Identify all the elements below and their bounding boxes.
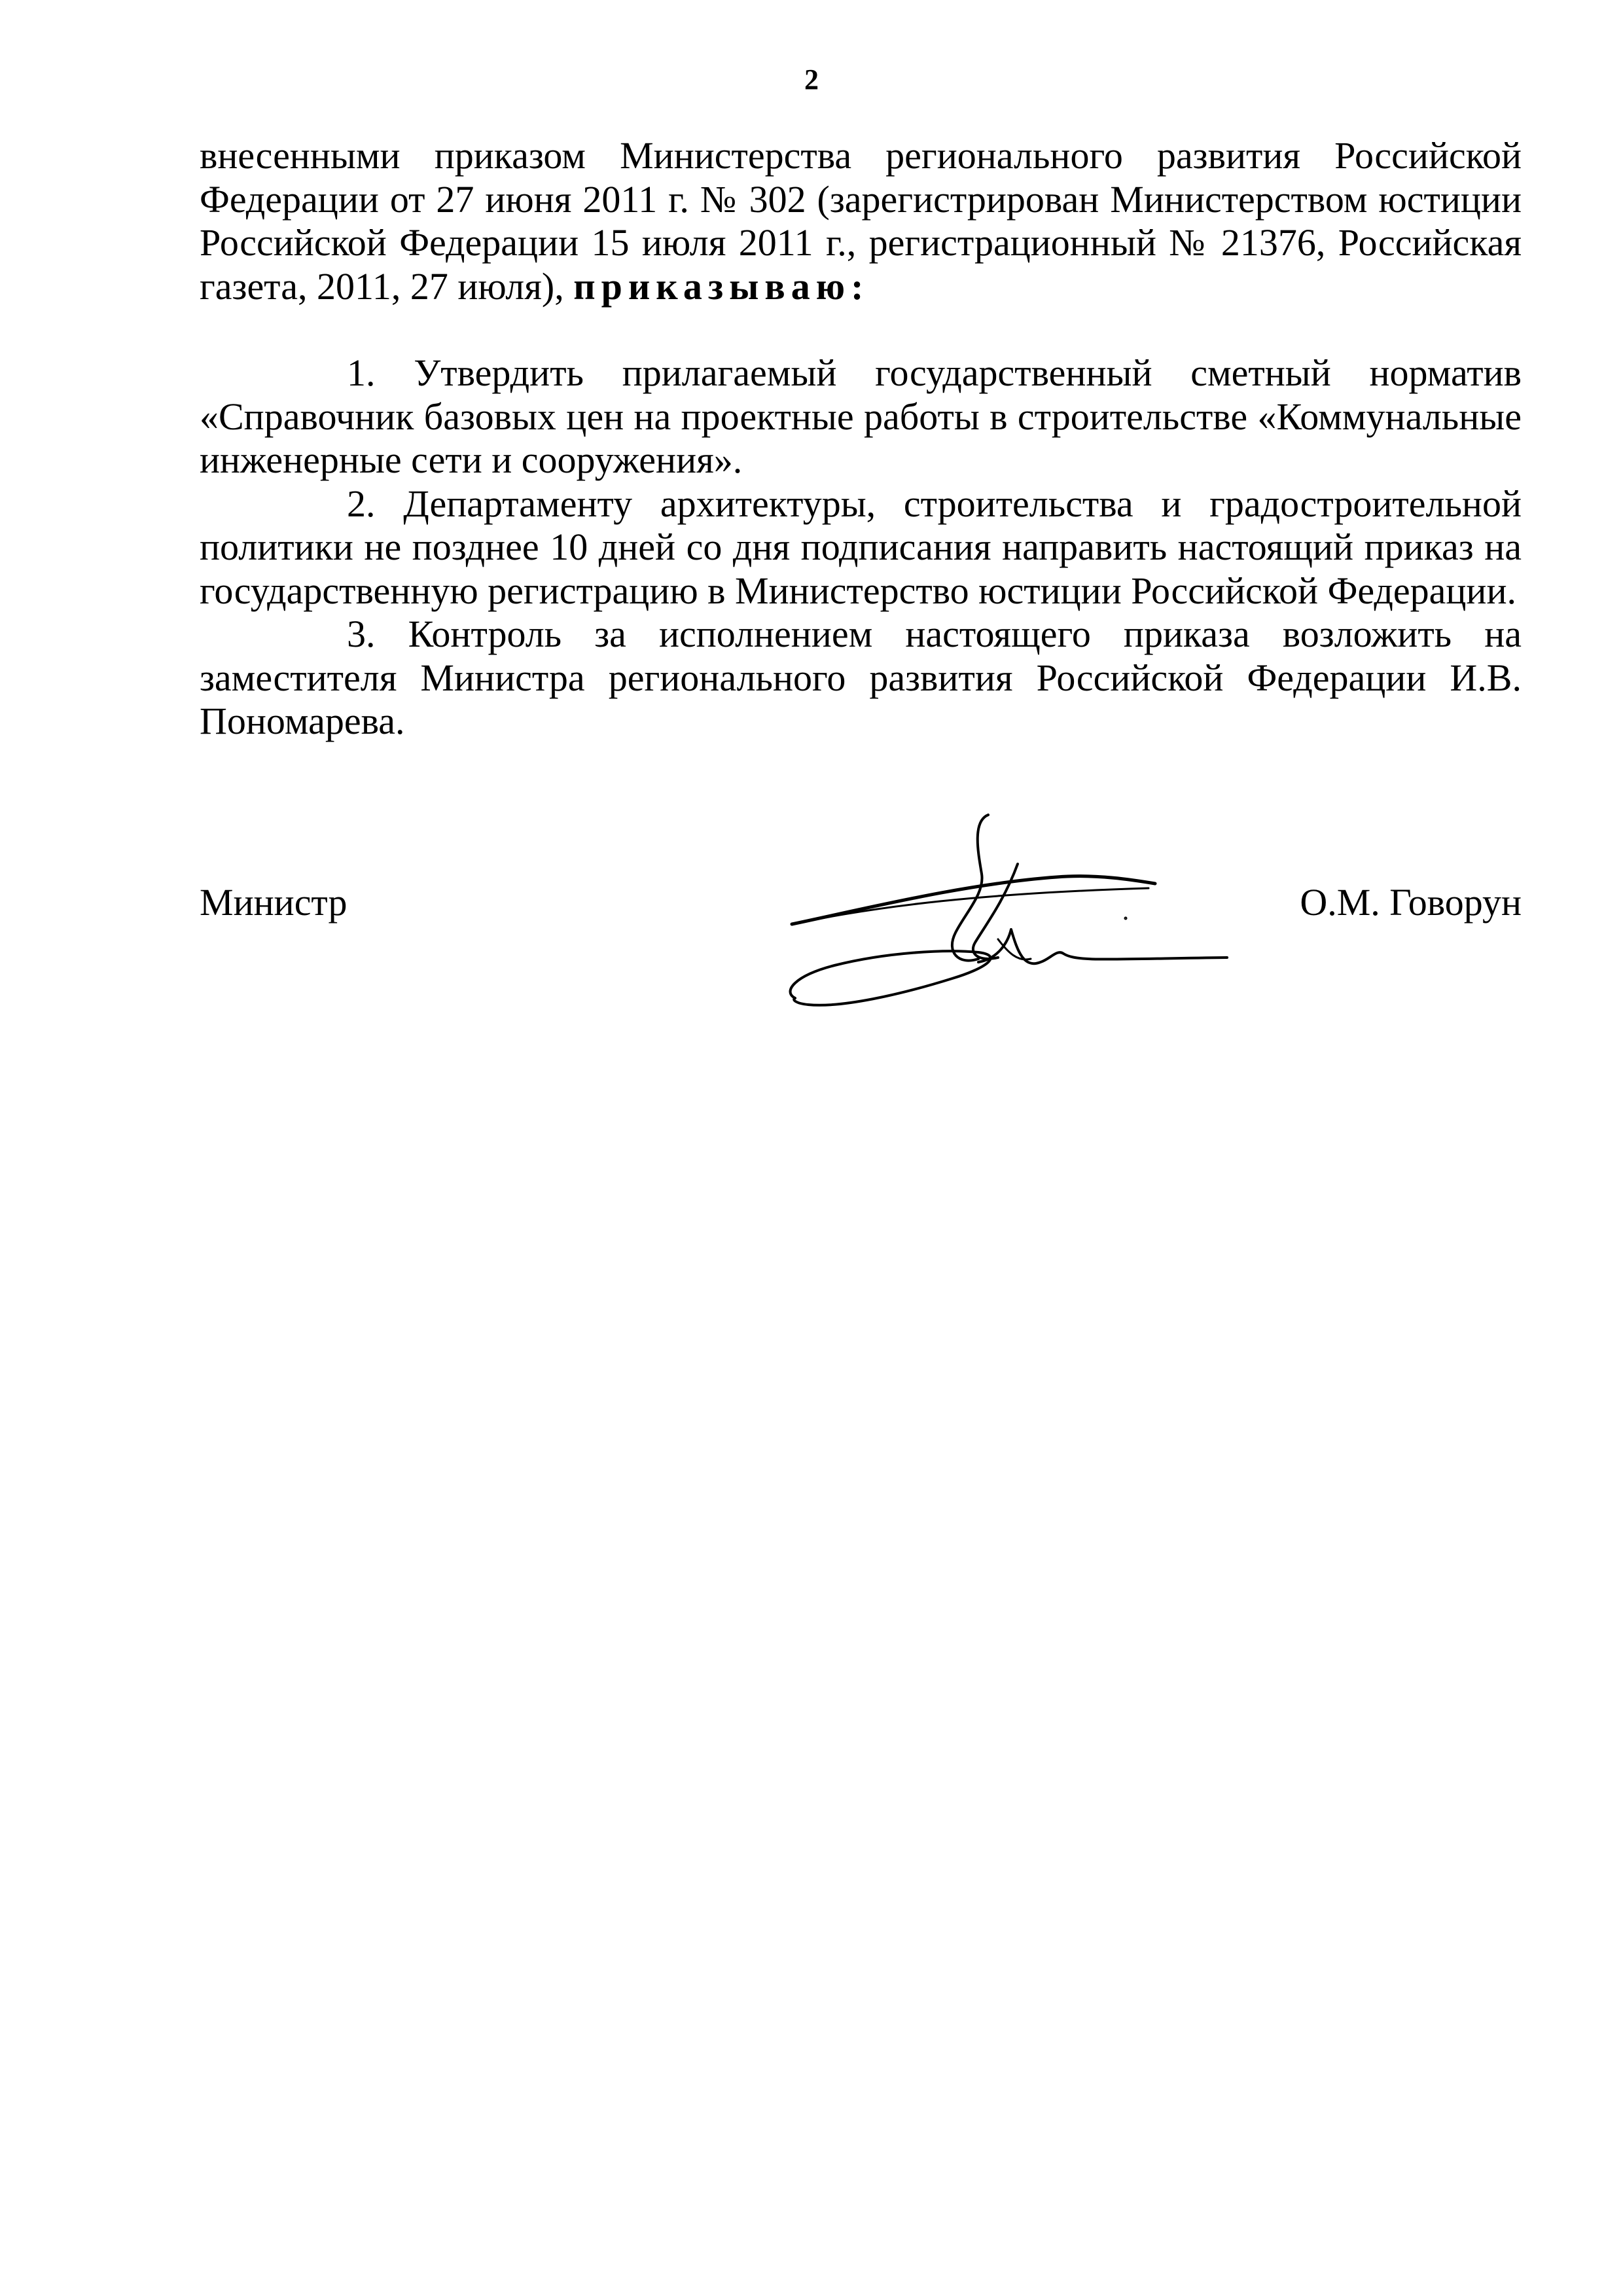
order-item-2: 2. Департаменту архитектуры, строительства и градостроительной политики не позднее 10 дней со дня подписания направить настоящий приказ на государственную регистрацию в Министерство юстиции Российской Федерации.	[200, 482, 1522, 612]
order-keyword: приказываю:	[573, 264, 870, 308]
signatory-title: Министр	[200, 881, 348, 924]
page-number: 2	[804, 63, 819, 96]
signatory-name: О.М. Говорун	[1300, 881, 1522, 924]
intro-text: внесенными приказом Министерства регионального развития Российской Федерации от 27 июня 2011 г. № 302 (зарегистрирован Министерством юстиции Российской Федерации 15 июля 2011 г., регистрационный № 21376, Российская газета, 2011, 27 июля),	[200, 134, 1522, 308]
handwritten-signature-icon	[782, 802, 1240, 1024]
intro-paragraph	[200, 134, 1522, 308]
order-item-1: 1. Утвердить прилагаемый государственный сметный норматив «Справочник базовых цен на проектные работы в строительстве «Коммунальные инженерные сети и сооружения».	[200, 351, 1522, 481]
order-item-3: 3. Контроль за исполнением настоящего приказа возложить на заместителя Министра регионального развития Российской Федерации И.В. Пономарева.	[200, 613, 1522, 742]
document-body	[200, 134, 1522, 744]
